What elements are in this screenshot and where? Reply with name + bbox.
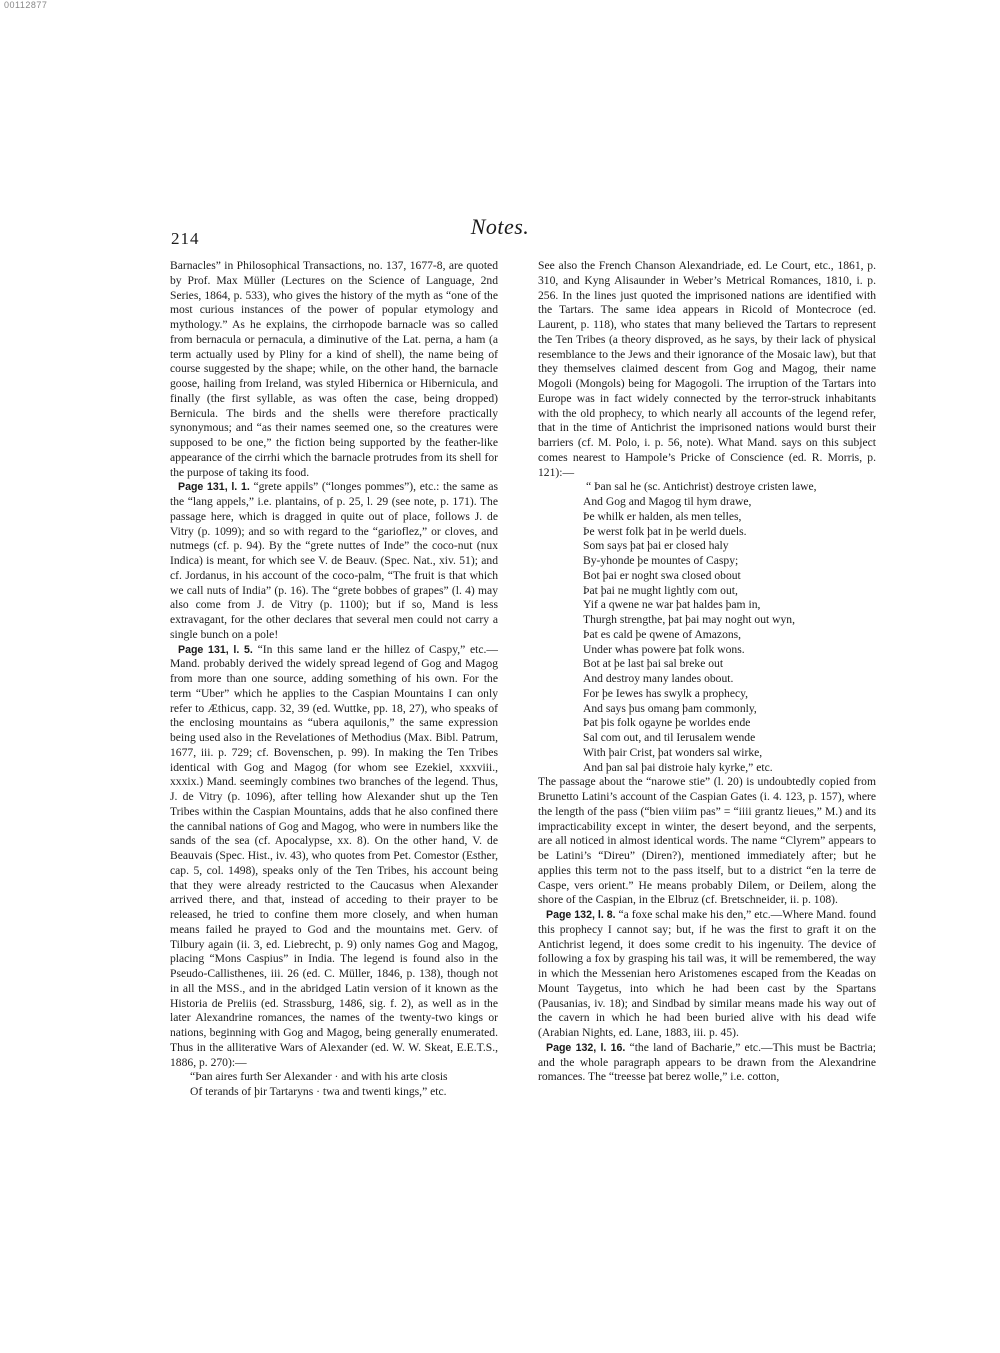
verse-line: Þe whilk er halden, als men telles, bbox=[583, 509, 742, 523]
verse-line: Bot þai er noght swa closed obout bbox=[583, 568, 741, 582]
note-paragraph bbox=[538, 1041, 876, 1085]
page-reference: Page 131, l. 1. bbox=[178, 481, 250, 494]
page-number: 214 bbox=[171, 229, 200, 248]
note-text: “In this same land er the hillez of Caspy,” etc.—Mand. probably derived the widely spread legend of Gog and Magog from more than one source, adding something of his own. For the term “Uber” which he applies to the Caspian Mountains I can only refer to Æthicus, capp. 32, 39 (ed. Wuttke, pp. 18, 27), who speaks of the enclosing mountains as “ubera aquilonis,” the same expression being used also in the Revelationes of Methodius (Max. Bibl. Patrum, 1677, iii. p. 729; cf. Bovenschen, p. 99). In making the Ten Tribes identical with Gog and Magog (for whom see Ezekiel, xxxviii., xxxix.) Mand. seemingly combines two branches of the legend. Thus, J. de Vitry (p. 1096), after telling how Alexander shut up the Ten Tribes within the Caspian Mountains, adds that he also confined there the cannibal nations of Gog and Magog, who were in numbers like the sands of the sea (cf. Apocalypse, xx. 8). On the other hand, V. de Beauvais (Spec. Hist., iv. 43), who quotes from Pet. Comestor (Esther, cap. 5, col. 1498), speaks only of the Ten Tribes, his account being that they were already restricted to the Caucasus when Alexander arrived there, and that, instead of acceding to their prayer to be released, he tried to confine them more closely, and when human means failed he prayed to God and the mountains met. Gerv. of Tilbury again (ii. 3, ed. Liebrecht, p. 9) only names Gog and Magog, placing “Mons Caspius” in India. The legend is found also in the Pseudo-Callisthenes, iii. 26 (ed. C. Müller, 1846, p. 138), though not in all the MSS., and in the abridged Latin version of it known as the Historia de Preliis (ed. Strassburg, 1486, sig. f. 2), as well as in the later Alexandrine romances, the names of the twenty-two kings or nations, beginning with Gog and Magog, being generally enumerated. Thus in the alliterative Wars of Alexander (ed. W. W. Skeat, E.E.T.S., 1886, p. 270):— bbox=[170, 642, 498, 1069]
page-reference: Page 132, l. 16. bbox=[546, 1041, 626, 1054]
verse-line: By-yhonde þe mountes of Caspy; bbox=[583, 554, 739, 567]
note-paragraph bbox=[538, 908, 876, 1041]
left-column bbox=[170, 259, 498, 1100]
note-text: “grete appils” (“longes pommes”), etc.: the same as the “lang appels,” i.e. plantains, of p. 25, l. 29 (see note, p. 171). The passage here, which is dragged in quite out of place, follows J. de Vitry (p. 1099); and so with regard to the “garioflez,” or cloves, and nutmegs (cf. p. 94). By the “grete nuttes of Inde” the coco-nut (nux Indica) is meant, for which see V. de Beauv. (Spec. Nat., xiv. 51); and cf. Jordanus, in his account of the coco-palm, “The fruit is that which we call nuts of India” (p. 16). The “grete bobbes of grapes” (l. 4) may also come from J. de Vitry (p. 1100); but if so, Mand is less extravagant, for the other declares that several men could not carry a single bunch on a pole! bbox=[170, 480, 498, 641]
note-paragraph: The passage about the “narowe stie” (l. 20) is undoubtedly copied from Brunetto Latini’s account of the Caspian Gates (i. 4. 123, p. 157), where the length of the pass (“bien viiim pas” = “iiii grantz lieues,” M.) and its impracticability except in winter, the desert beyond, and the serpents, are all noticed in almost identical words. The name “Clyrem” appears to be Latini’s “Direu” (Diren?), mentioned immediately after; but he applies this term not to the pass itself, but to a district “en la terre de Caspe, vers orient.” He means probably Dilem, or Deilem, along the shore of the Caspian, in the Elbruz (cf. Bretschneider, ii. p. 108). bbox=[538, 775, 876, 907]
verse-line: Of terands of þir Tartaryns · twa and twenti kings,” etc. bbox=[190, 1085, 447, 1098]
right-column bbox=[538, 259, 876, 1085]
running-head: Notes. bbox=[470, 214, 530, 239]
verse-line: Þat þis folk ogayne þe worldes ende bbox=[583, 716, 751, 730]
verse-line: And destroy many landes obout. bbox=[583, 672, 734, 685]
verse-line: “Þan aires furth Ser Alexander · and with his arte closis bbox=[190, 1070, 448, 1084]
verse-quotation bbox=[538, 480, 876, 775]
note-paragraph: See also the French Chanson Alexandriade, ed. Le Court, etc., 1861, p. 310, and Kyng Alisaunder in Weber’s Metrical Romances, 1810, i. p. 256. In the lines just quoted the imprisoned nations are identified with the Tartars. The same idea appears in Ricold of Montecroce (ed. Laurent, p. 118), who states that many believed the Tartars to represent the Ten Tribes (a theory disproved, as he says, by their lack of physical resemblance to the Jews and their ignorance of the Mosaic law), but that they themselves claimed descent from Gog and Magog, their name Mogoli (Mongols) being for Magogoli. The irruption of the Tartars into Europe was in fact widely connected by the terror-struck inhabitants with the old prophecy, to which nearly all accounts of the legend refer, that in the time of Antichrist the imprisoned nations would burst their barriers (cf. M. Polo, i. p. 56, note). What Mand. says on this subject comes nearest to Hampole’s Pricke of Conscience (ed. R. Morris, p. 121):— bbox=[538, 259, 876, 479]
verse-line: “ Þan sal he (sc. Antichrist) destroye cristen lawe, bbox=[586, 480, 817, 494]
verse-line: And says þus omang þam commonly, bbox=[583, 701, 757, 715]
note-paragraph: Barnacles” in Philosophical Transactions, no. 137, 1677-8, are quoted by Prof. Max Müller (Lectures on the Science of Language, 2nd Series, 1864, p. 533), who gives the history of the myth as “one of the most curious instances of the power of popular etymology and mythology.” As he explains, the cirrhopode barnacle was so called from bernacula or pernacula, a diminutive of the Lat. perna, a ham (a term actually used by Pliny for a kind of shell), the name being of course suggested by the shape; while, on the other hand, the barnacle goose, hailing from Ireland, was styled Hibernica or Hibernicula, and finally (the first syllable, as was often the case, being dropped) Bernicula. The birds and the shells were therefore practically synonymous; and “as their names seemed one, so the creatures were supposed to be one,” the fiction being supported by the feather-like appearance of the cirrhi which the barnacle protrudes from its shell for the purpose of taking its food. bbox=[170, 259, 498, 479]
verse-line: Som says þat þai er closed haly bbox=[583, 539, 729, 553]
verse-line: And þan sal þai distroie haly kyrke,” etc. bbox=[583, 760, 773, 774]
verse-line: Sal com out, and til Ierusalem wende bbox=[583, 731, 756, 744]
verse-line: With þair Crist, þat wonders sal wirke, bbox=[583, 745, 763, 759]
verse-line: Þe werst folk þat in þe werld duels. bbox=[583, 524, 747, 538]
verse-line: Þat es cald þe qwene of Amazons, bbox=[583, 627, 742, 641]
note-text: “a foxe schal make his den,” etc.—Where Mand. found this prophecy I cannot say; but, if he was the first to graft it on the Antichrist legend, it does some credit to his ingenuity. The device of following a fox by grasping his tail was, it will be remembered, the way in which the Messenian hero Aristomenes escaped from the Keadas on Mount Taygetus, into which he had been cast by the Spartans (Pausanias, iv. 18); and Sindbad by similar means made his way out of the cavern in which he had been buried alive with his dead wife (Arabian Nights, ed. Lane, 1883, iii. p. 45). bbox=[538, 908, 876, 1039]
note-paragraph bbox=[170, 643, 498, 1071]
note-text: “the land of Bacharie,” etc.—This must be Bactria; and the whole paragraph appears to be drawn from the Alexandrine romances. The “treesse þat berez wolle,” i.e. cotton, bbox=[538, 1040, 876, 1084]
verse-line: And Gog and Magog til hym drawe, bbox=[583, 495, 752, 508]
page-reference: Page 132, l. 8. bbox=[546, 909, 616, 921]
scan-id: 00112877 bbox=[4, 0, 48, 10]
page-reference: Page 131, l. 5. bbox=[178, 643, 253, 656]
note-paragraph bbox=[170, 480, 498, 642]
verse-line: Þat þai ne mught lightly com out, bbox=[583, 583, 738, 597]
verse-line: Yif a qwene ne war þat haldes þam in, bbox=[583, 598, 761, 612]
verse-line: For þe Iewes has swylk a prophecy, bbox=[583, 686, 749, 700]
verse-line: Under whas powere þat folk wons. bbox=[583, 642, 745, 656]
verse-line: Bot at þe last þai sal breke out bbox=[583, 657, 724, 671]
verse-line: Thurgh strengthe, þat þai may noght out wyn, bbox=[583, 613, 795, 626]
